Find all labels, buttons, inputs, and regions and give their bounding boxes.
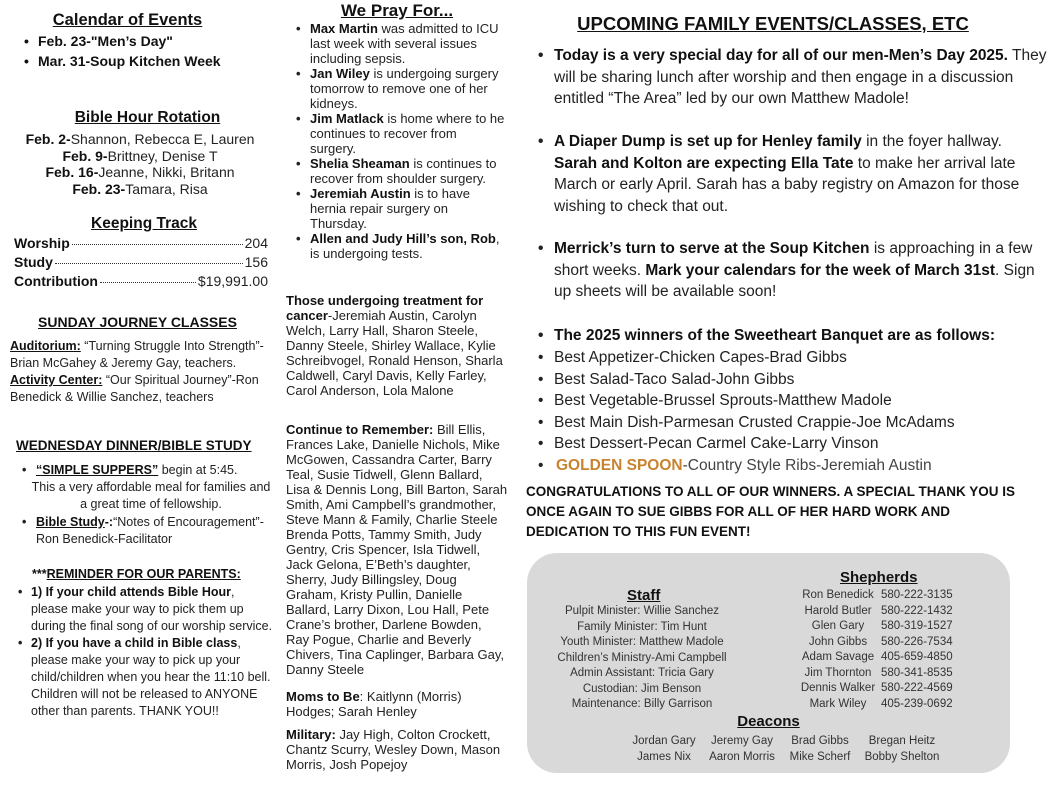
shepherd-row: Mark Wiley 405-239-0692 [809,697,953,710]
deacons-row [625,750,945,766]
events-title: UPCOMING FAMILY EVENTS/CLASSES, ETC [577,13,969,34]
calendar-item: • Feb. 23-"Men’s Day" [24,31,274,51]
bible-hour-title: Bible Hour Rotation [74,109,221,126]
bible-hour-row: Feb. 23-Tamara, Risa [72,180,208,197]
pray-item: • Jeremiah Austin is to have hernia repair surgery on Thursday. [296,186,506,231]
staff-member: Admin Assistant: Tricia Gary [570,667,714,679]
deacons-row [625,734,945,750]
sunday-classes [10,338,272,406]
bible-hour-row: Feb. 2-Shannon, Rebecca E, Lauren [25,131,255,147]
reminder-list [18,584,274,720]
sunday-classes-title: SUNDAY JOURNEY CLASSES [38,314,237,330]
shepherd-row: Harold Butler 580-222-1432 [804,604,953,617]
bible-hour-row: Feb. 16-Jeanne, Nikki, Britann [45,164,235,180]
shepherd-row: John Gibbs 580-226-7534 [808,635,953,648]
stat-row-contribution: Contribution $19,991.00 [14,273,268,289]
event-diaper-dump: • A Diaper Dump is set up for Henley family in the foyer hallway. Sarah and Kolton are expecting Ella Tate to make her arrival late March or early April. Sarah has a baby registry on Amazon for those wishing to check that out. [526,131,1048,217]
suppers-desc: This a very affordable meal for families and a great time of fellowship. [31,480,271,511]
deacons-title: Deacons [737,713,800,730]
continue-to-remember: Continue to Remember: Bill Ellis, Frances Lake, Danielle Nichols, Mike McGowen, Cassandra Carter, Barry Teal, Susie Tidwell, Glenn Ballard, Lisa & Dennis Long, Bill Barton, Sarah Smith, Ami Campbell’s grandmother, Steve Mann & Family, Charlie Steele Brenda Potts, Tammy Smith, Judy Gentry, Cris Spencer, Isla Tidwell, Jack Gelona, E’Beth’s daughter, Sherry, Judy Billingsley, Doug Graham, Kristy Pullin, Danielle Ballard, Larry Dixon, Lou Hall, Pete Crane’s brother, Darlene Bowden, Ray Pogue, Charlie and Beverly Chivers, Tina Caplinger, Barbara Gay, Danny Steele [286,422,508,677]
wednesday-title: WEDNESDAY DINNER/BIBLE STUDY [16,438,252,453]
shepherd-row: Dennis Walker 580-222-4569 [800,682,953,694]
shepherd-row: Glen Gary 580-319-1527 [811,620,953,632]
keeping-track-title: Keeping Track [91,215,197,232]
staff-member: Maintenance: Billy Garrison [571,698,713,710]
moms-to-be: Moms to Be: Kaitlynn (Morris) Hodges; Sarah Henley [286,689,462,719]
calendar-item: • Mar. 31-Soup Kitchen Week [24,51,274,71]
deacons-list [625,734,945,765]
event-soup-kitchen: • Merrick’s turn to serve at the Soup Kitchen is approaching in a few short weeks. Mark your calendars for the week of March 31st. Sign up sheets will be available soon! [526,238,1048,303]
keeping-track-table [14,234,268,291]
staff-member: Pulpit Minister: Willie Sanchez [564,605,720,617]
shepherd-row: Jim Thornton 580-341-8535 [804,666,953,679]
event-mens-day: • Today is a very special day for all of our men-Men’s Day 2025. They will be sharing lunch after worship and then engage in a discussion entitled “The Area” led by our own Matthew Madole! [526,45,1048,110]
bible-hour-list [10,131,270,197]
pray-item: • Shelia Sheaman is continues to recover from shoulder surgery. [296,156,506,186]
class-auditorium: Auditorium: “Turning Struggle Into Strength”-Brian McGahey & Jeremy Gay, teachers. [10,339,264,370]
sweetheart-winners-title: • The 2025 winners of the Sweetheart Banquet are as follows: [526,325,1048,347]
staff-box [527,553,1010,773]
pray-item: • Allen and Judy Hill’s son, Rob, is undergoing tests. [296,231,506,261]
shepherd-row: Ron Benedick 580-222-3135 [802,589,953,601]
cancer-treatment: Those undergoing treatment for cancer-Jeremiah Austin, Carolyn Welch, Larry Hall, Sharon Steele, Danny Steele, Shirley Wallace, Kylie Schreibvogel, Ronald Henson, Sharla Caldwell, Caryl Davis, Kelly Farley, Carol Anderson, Lola Malone [286,293,503,398]
staff-member: Children’s Ministry-Ami Campbell [557,651,727,664]
class-activity-center: Activity Center: “Our Spiritual Journey”-Ron Benedick & Willie Sanchez, teachers [10,373,259,404]
wednesday-list [22,462,274,548]
deacon: Jordan Gary [632,735,696,747]
bible-hour-row: Feb. 9-Brittney, Denise T [62,147,218,164]
winner-item: • Best Main Dish-Parmesan Crusted Crappie-Joe McAdams [526,412,1020,434]
pray-list [296,21,506,261]
deacon: Brad Gibbs [791,735,849,747]
deacon: Bobby Shelton [864,750,940,763]
winners-list [526,347,1020,476]
shepherds-list [795,588,995,712]
winner-item: • Best Salad-Taco Salad-John Gibbs [526,369,1020,391]
military: Military: Jay High, Colton Crockett, Chantz Scurry, Wesley Down, Mason Morris, Josh Popejoy [286,727,501,772]
pray-item: • Jan Wiley is undergoing surgery tomorrow to remove one of her kidneys. [296,66,506,111]
reminder-item: • 1) If your child attends Bible Hour, please make your way to pick them up during the final song of our worship service. [18,584,274,635]
deacon: Bregan Heitz [868,735,936,747]
shepherd-row: Adam Savage 405-659-4850 [801,651,953,663]
stat-row-worship: Worship 204 [14,235,268,251]
deacon: Aaron Morris [709,750,775,763]
staff-member: Custodian: Jim Benson [582,682,702,695]
reminder-item: • 2) If you have a child in Bible class, please make your way to pick up your child/children when you hear the 11:10 bell. Children will not be released to ANYONE other than parents. THANK YOU!! [18,635,274,720]
bible-study: • Bible Study-:“Notes of Encouragement”-Ron Benedick-Facilitator [22,514,274,548]
congrats-note: CONGRATULATIONS TO ALL OF OUR WINNERS. A SPECIAL THANK YOU IS ONCE AGAIN TO SUE GIBBS FOR ALL OF HER HARD WORK AND DEDICATION TO THIS FUN EVENT! [526,484,1016,539]
winner-item: • Best Appetizer-Chicken Capes-Brad Gibbs [526,347,1020,369]
shepherds-title: Shepherds [840,569,918,586]
staff-member: Family Minister: Tim Hunt [577,620,707,633]
calendar-title: Calendar of Events [52,11,203,29]
pray-item: • Max Martin was admitted to ICU last week with several issues including sepsis. [296,21,506,66]
reminder-title: ***REMINDER FOR OUR PARENTS: [32,567,241,581]
calendar-list [24,31,274,71]
winner-item: • Best Dessert-Pecan Carmel Cake-Larry Vinson [526,433,1020,455]
deacon: James Nix [637,750,691,763]
pray-title: We Pray For... [340,1,454,20]
simple-suppers: • “SIMPLE SUPPERS” begin at 5:45. [22,462,274,479]
winner-item: • Best Vegetable-Brussel Sprouts-Matthew Madole [526,390,1020,412]
pray-item: • Jim Matlack is home where to he continues to recover from surgery. [296,111,506,156]
staff-title: Staff [627,587,661,604]
stat-row-study: Study 156 [14,254,268,270]
staff-member: Youth Minister: Matthew Madole [560,636,724,648]
deacon: Jeremy Gay [711,735,773,747]
golden-spoon: • GOLDEN SPOON-Country Style Ribs-Jeremiah Austin [526,455,1020,477]
deacon: Mike Scherf [789,750,851,763]
staff-list [547,604,737,713]
